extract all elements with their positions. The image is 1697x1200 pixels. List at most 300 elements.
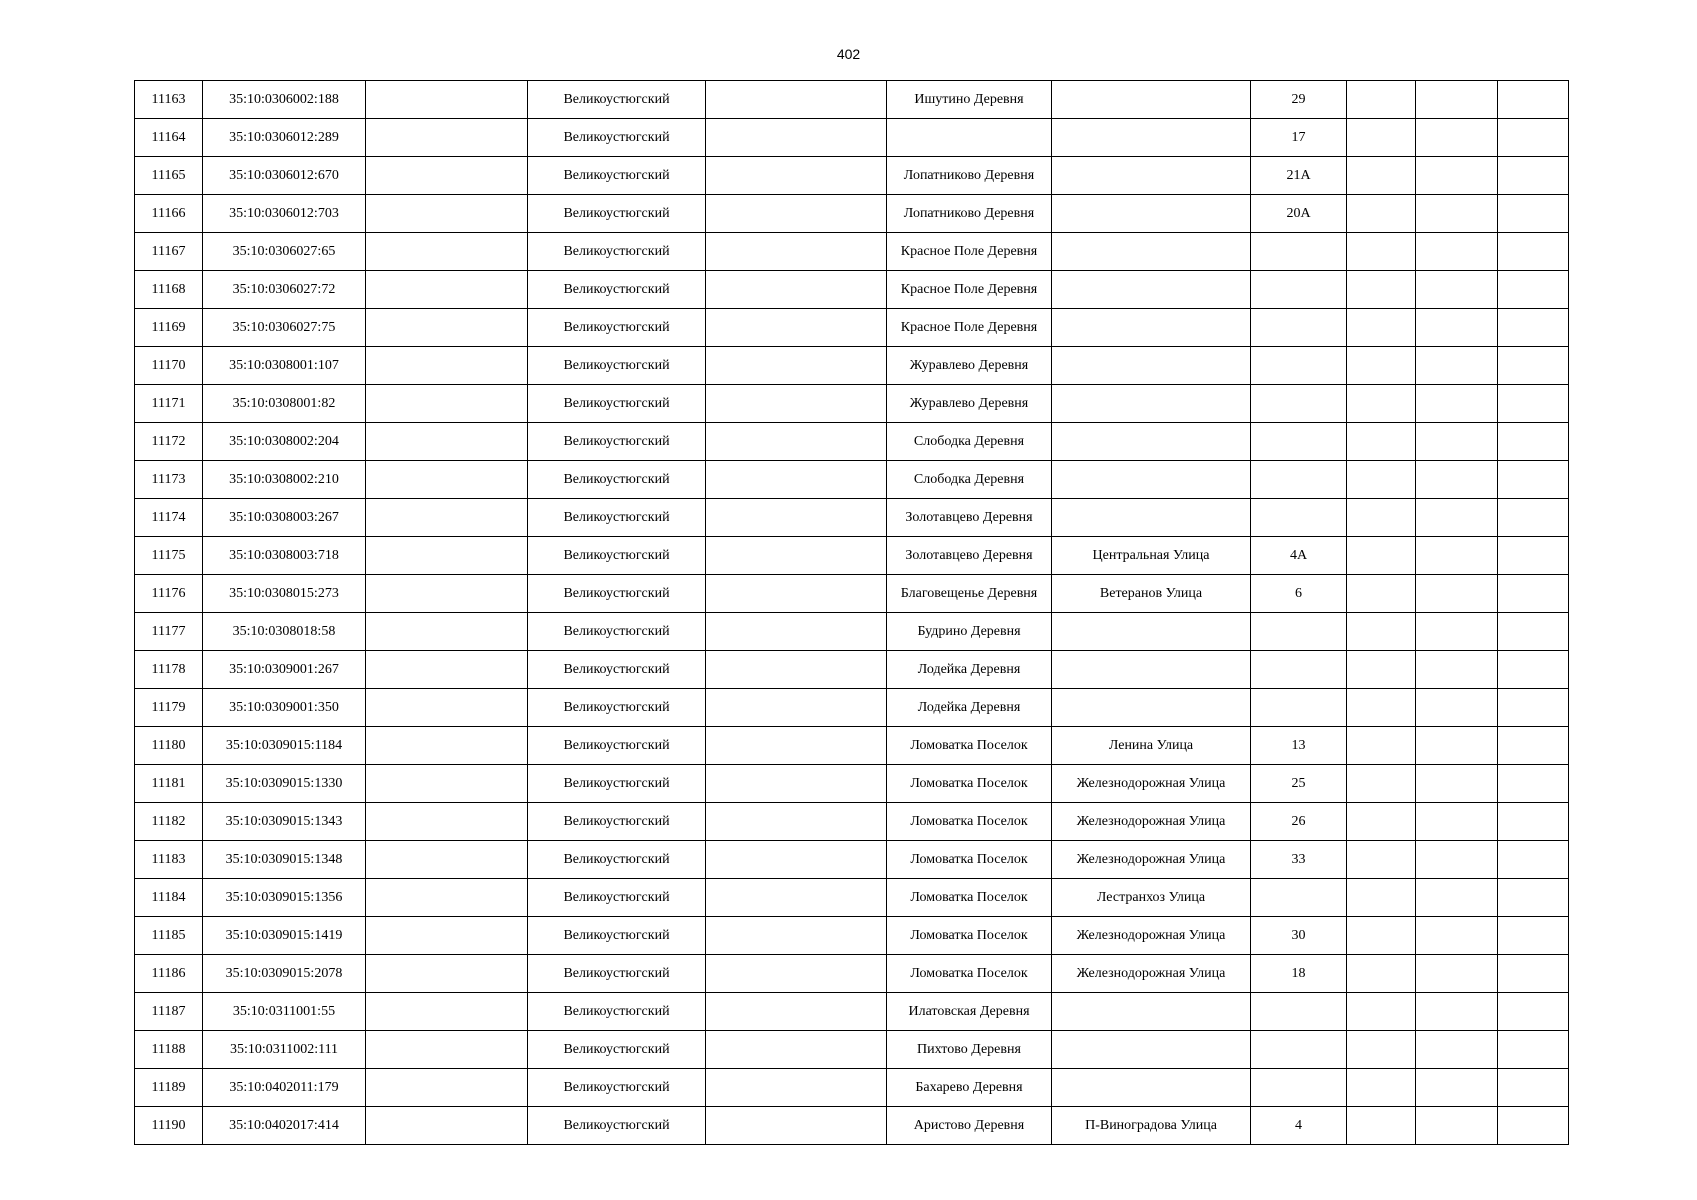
table-row <box>135 499 1569 537</box>
empty-column-5-cell <box>706 993 887 1031</box>
empty-column-5-cell <box>706 651 887 689</box>
empty-column-9-cell <box>1347 917 1416 955</box>
empty-column-5-cell <box>706 347 887 385</box>
table-row <box>135 537 1569 575</box>
empty-column-11-cell <box>1498 157 1569 195</box>
empty-column-3-cell <box>366 537 528 575</box>
cadastral-number-cell: 35:10:0306027:72 <box>203 271 366 309</box>
empty-column-5-cell <box>706 575 887 613</box>
settlement-cell: Лопатниково Деревня <box>887 195 1052 233</box>
empty-column-11-cell <box>1498 803 1569 841</box>
page-number: 402 <box>836 46 861 62</box>
empty-column-10-cell <box>1416 385 1498 423</box>
district-cell: Великоустюгский <box>528 1031 706 1069</box>
empty-column-3-cell <box>366 309 528 347</box>
street-cell <box>1052 1031 1251 1069</box>
table-row <box>135 461 1569 499</box>
empty-column-11-cell <box>1498 385 1569 423</box>
empty-column-9-cell <box>1347 385 1416 423</box>
district-cell: Великоустюгский <box>528 119 706 157</box>
table-row <box>135 271 1569 309</box>
empty-column-9-cell <box>1347 157 1416 195</box>
empty-column-5-cell <box>706 765 887 803</box>
cadastral-number-cell: 35:10:0306012:289 <box>203 119 366 157</box>
settlement-cell: Ломоватка Поселок <box>887 803 1052 841</box>
empty-column-5-cell <box>706 879 887 917</box>
settlement-cell: Ломоватка Поселок <box>887 917 1052 955</box>
record-number-cell: 11170 <box>135 347 203 385</box>
table-body <box>135 81 1569 1145</box>
empty-column-9-cell <box>1347 993 1416 1031</box>
empty-column-3-cell <box>366 271 528 309</box>
street-cell: П-Виноградова Улица <box>1052 1107 1251 1145</box>
cadastral-number-cell: 35:10:0309001:350 <box>203 689 366 727</box>
settlement-cell: Ломоватка Поселок <box>887 727 1052 765</box>
empty-column-5-cell <box>706 157 887 195</box>
settlement-cell: Слободка Деревня <box>887 461 1052 499</box>
empty-column-9-cell <box>1347 841 1416 879</box>
empty-column-5-cell <box>706 955 887 993</box>
empty-column-10-cell <box>1416 309 1498 347</box>
settlement-cell: Журавлево Деревня <box>887 385 1052 423</box>
empty-column-10-cell <box>1416 347 1498 385</box>
district-cell: Великоустюгский <box>528 385 706 423</box>
record-number-cell: 11166 <box>135 195 203 233</box>
record-number-cell: 11188 <box>135 1031 203 1069</box>
empty-column-10-cell <box>1416 651 1498 689</box>
empty-column-11-cell <box>1498 81 1569 119</box>
cadastral-number-cell: 35:10:0311001:55 <box>203 993 366 1031</box>
house-number-cell <box>1251 1069 1347 1107</box>
table-row <box>135 613 1569 651</box>
street-cell <box>1052 1069 1251 1107</box>
cadastral-number-cell: 35:10:0402011:179 <box>203 1069 366 1107</box>
empty-column-3-cell <box>366 1107 528 1145</box>
empty-column-3-cell <box>366 423 528 461</box>
district-cell: Великоустюгский <box>528 347 706 385</box>
settlement-cell: Лодейка Деревня <box>887 651 1052 689</box>
settlement-cell: Красное Поле Деревня <box>887 233 1052 271</box>
district-cell: Великоустюгский <box>528 575 706 613</box>
empty-column-10-cell <box>1416 119 1498 157</box>
house-number-cell: 30 <box>1251 917 1347 955</box>
street-cell: Железнодорожная Улица <box>1052 955 1251 993</box>
house-number-cell: 17 <box>1251 119 1347 157</box>
table-row <box>135 1031 1569 1069</box>
empty-column-10-cell <box>1416 81 1498 119</box>
house-number-cell <box>1251 271 1347 309</box>
settlement-cell: Бахарево Деревня <box>887 1069 1052 1107</box>
empty-column-9-cell <box>1347 461 1416 499</box>
cadastral-number-cell: 35:10:0306012:670 <box>203 157 366 195</box>
cadastral-number-cell: 35:10:0309015:2078 <box>203 955 366 993</box>
district-cell: Великоустюгский <box>528 81 706 119</box>
registry-table <box>134 80 1569 1145</box>
empty-column-9-cell <box>1347 347 1416 385</box>
house-number-cell <box>1251 461 1347 499</box>
district-cell: Великоустюгский <box>528 955 706 993</box>
settlement-cell: Ломоватка Поселок <box>887 765 1052 803</box>
record-number-cell: 11190 <box>135 1107 203 1145</box>
cadastral-number-cell: 35:10:0308002:204 <box>203 423 366 461</box>
record-number-cell: 11189 <box>135 1069 203 1107</box>
empty-column-9-cell <box>1347 195 1416 233</box>
empty-column-11-cell <box>1498 537 1569 575</box>
settlement-cell: Пихтово Деревня <box>887 1031 1052 1069</box>
empty-column-3-cell <box>366 119 528 157</box>
empty-column-11-cell <box>1498 727 1569 765</box>
empty-column-5-cell <box>706 727 887 765</box>
cadastral-number-cell: 35:10:0306027:65 <box>203 233 366 271</box>
empty-column-3-cell <box>366 233 528 271</box>
house-number-cell: 29 <box>1251 81 1347 119</box>
district-cell: Великоустюгский <box>528 1107 706 1145</box>
record-number-cell: 11176 <box>135 575 203 613</box>
street-cell <box>1052 157 1251 195</box>
district-cell: Великоустюгский <box>528 727 706 765</box>
empty-column-9-cell <box>1347 689 1416 727</box>
empty-column-11-cell <box>1498 1031 1569 1069</box>
district-cell: Великоустюгский <box>528 1069 706 1107</box>
empty-column-11-cell <box>1498 613 1569 651</box>
cadastral-number-cell: 35:10:0308001:107 <box>203 347 366 385</box>
district-cell: Великоустюгский <box>528 841 706 879</box>
table-row <box>135 879 1569 917</box>
record-number-cell: 11182 <box>135 803 203 841</box>
empty-column-10-cell <box>1416 917 1498 955</box>
record-number-cell: 11167 <box>135 233 203 271</box>
house-number-cell <box>1251 347 1347 385</box>
empty-column-11-cell <box>1498 195 1569 233</box>
record-number-cell: 11181 <box>135 765 203 803</box>
empty-column-10-cell <box>1416 271 1498 309</box>
empty-column-9-cell <box>1347 879 1416 917</box>
table-row <box>135 955 1569 993</box>
table-row <box>135 993 1569 1031</box>
street-cell <box>1052 271 1251 309</box>
empty-column-11-cell <box>1498 765 1569 803</box>
cadastral-number-cell: 35:10:0311002:111 <box>203 1031 366 1069</box>
street-cell: Железнодорожная Улица <box>1052 803 1251 841</box>
house-number-cell: 26 <box>1251 803 1347 841</box>
house-number-cell: 21А <box>1251 157 1347 195</box>
empty-column-3-cell <box>366 651 528 689</box>
empty-column-11-cell <box>1498 499 1569 537</box>
empty-column-10-cell <box>1416 423 1498 461</box>
settlement-cell: Ломоватка Поселок <box>887 841 1052 879</box>
empty-column-9-cell <box>1347 119 1416 157</box>
cadastral-number-cell: 35:10:0308003:267 <box>203 499 366 537</box>
district-cell: Великоустюгский <box>528 309 706 347</box>
empty-column-11-cell <box>1498 271 1569 309</box>
empty-column-11-cell <box>1498 917 1569 955</box>
cadastral-number-cell: 35:10:0309015:1330 <box>203 765 366 803</box>
street-cell <box>1052 613 1251 651</box>
empty-column-11-cell <box>1498 461 1569 499</box>
empty-column-5-cell <box>706 841 887 879</box>
table-row <box>135 917 1569 955</box>
record-number-cell: 11184 <box>135 879 203 917</box>
empty-column-5-cell <box>706 195 887 233</box>
district-cell: Великоустюгский <box>528 461 706 499</box>
empty-column-5-cell <box>706 309 887 347</box>
street-cell <box>1052 195 1251 233</box>
empty-column-3-cell <box>366 575 528 613</box>
empty-column-11-cell <box>1498 651 1569 689</box>
cadastral-number-cell: 35:10:0306027:75 <box>203 309 366 347</box>
empty-column-11-cell <box>1498 955 1569 993</box>
empty-column-11-cell <box>1498 119 1569 157</box>
house-number-cell: 18 <box>1251 955 1347 993</box>
district-cell: Великоустюгский <box>528 803 706 841</box>
record-number-cell: 11169 <box>135 309 203 347</box>
settlement-cell: Лодейка Деревня <box>887 689 1052 727</box>
empty-column-11-cell <box>1498 575 1569 613</box>
street-cell: Железнодорожная Улица <box>1052 765 1251 803</box>
table-row <box>135 309 1569 347</box>
table-row <box>135 423 1569 461</box>
street-cell <box>1052 993 1251 1031</box>
house-number-cell <box>1251 651 1347 689</box>
empty-column-9-cell <box>1347 537 1416 575</box>
cadastral-number-cell: 35:10:0308002:210 <box>203 461 366 499</box>
table-row <box>135 157 1569 195</box>
street-cell <box>1052 347 1251 385</box>
empty-column-3-cell <box>366 195 528 233</box>
cadastral-number-cell: 35:10:0306012:703 <box>203 195 366 233</box>
district-cell: Великоустюгский <box>528 917 706 955</box>
street-cell: Ленина Улица <box>1052 727 1251 765</box>
empty-column-5-cell <box>706 119 887 157</box>
empty-column-10-cell <box>1416 195 1498 233</box>
empty-column-9-cell <box>1347 727 1416 765</box>
street-cell <box>1052 119 1251 157</box>
cadastral-number-cell: 35:10:0309015:1356 <box>203 879 366 917</box>
empty-column-9-cell <box>1347 309 1416 347</box>
street-cell <box>1052 499 1251 537</box>
empty-column-9-cell <box>1347 575 1416 613</box>
empty-column-9-cell <box>1347 613 1416 651</box>
street-cell: Лестранхоз Улица <box>1052 879 1251 917</box>
street-cell: Ветеранов Улица <box>1052 575 1251 613</box>
empty-column-11-cell <box>1498 879 1569 917</box>
settlement-cell: Ломоватка Поселок <box>887 955 1052 993</box>
house-number-cell <box>1251 1031 1347 1069</box>
empty-column-9-cell <box>1347 271 1416 309</box>
empty-column-11-cell <box>1498 1107 1569 1145</box>
settlement-cell: Лопатниково Деревня <box>887 157 1052 195</box>
empty-column-5-cell <box>706 423 887 461</box>
street-cell <box>1052 689 1251 727</box>
empty-column-3-cell <box>366 613 528 651</box>
settlement-cell: Слободка Деревня <box>887 423 1052 461</box>
empty-column-10-cell <box>1416 879 1498 917</box>
house-number-cell: 6 <box>1251 575 1347 613</box>
cadastral-number-cell: 35:10:0306002:188 <box>203 81 366 119</box>
empty-column-10-cell <box>1416 575 1498 613</box>
empty-column-11-cell <box>1498 841 1569 879</box>
empty-column-5-cell <box>706 537 887 575</box>
empty-column-9-cell <box>1347 1031 1416 1069</box>
empty-column-5-cell <box>706 613 887 651</box>
empty-column-9-cell <box>1347 499 1416 537</box>
house-number-cell: 25 <box>1251 765 1347 803</box>
house-number-cell: 4А <box>1251 537 1347 575</box>
settlement-cell: Будрино Деревня <box>887 613 1052 651</box>
cadastral-number-cell: 35:10:0308018:58 <box>203 613 366 651</box>
district-cell: Великоустюгский <box>528 423 706 461</box>
street-cell: Центральная Улица <box>1052 537 1251 575</box>
cadastral-number-cell: 35:10:0308003:718 <box>203 537 366 575</box>
record-number-cell: 11164 <box>135 119 203 157</box>
district-cell: Великоустюгский <box>528 499 706 537</box>
empty-column-9-cell <box>1347 1069 1416 1107</box>
table-row <box>135 1107 1569 1145</box>
street-cell <box>1052 423 1251 461</box>
house-number-cell <box>1251 499 1347 537</box>
house-number-cell: 33 <box>1251 841 1347 879</box>
empty-column-9-cell <box>1347 955 1416 993</box>
district-cell: Великоустюгский <box>528 271 706 309</box>
table-row <box>135 81 1569 119</box>
empty-column-3-cell <box>366 1031 528 1069</box>
cadastral-number-cell: 35:10:0309015:1343 <box>203 803 366 841</box>
settlement-cell: Золотавцево Деревня <box>887 499 1052 537</box>
record-number-cell: 11178 <box>135 651 203 689</box>
empty-column-10-cell <box>1416 461 1498 499</box>
empty-column-10-cell <box>1416 537 1498 575</box>
empty-column-10-cell <box>1416 765 1498 803</box>
district-cell: Великоустюгский <box>528 195 706 233</box>
table-row <box>135 803 1569 841</box>
district-cell: Великоустюгский <box>528 157 706 195</box>
empty-column-11-cell <box>1498 993 1569 1031</box>
empty-column-10-cell <box>1416 689 1498 727</box>
district-cell: Великоустюгский <box>528 689 706 727</box>
empty-column-5-cell <box>706 1069 887 1107</box>
empty-column-10-cell <box>1416 233 1498 271</box>
empty-column-5-cell <box>706 461 887 499</box>
empty-column-3-cell <box>366 803 528 841</box>
district-cell: Великоустюгский <box>528 613 706 651</box>
cadastral-number-cell: 35:10:0309015:1348 <box>203 841 366 879</box>
house-number-cell: 13 <box>1251 727 1347 765</box>
settlement-cell: Благовещенье Деревня <box>887 575 1052 613</box>
cadastral-number-cell: 35:10:0309015:1419 <box>203 917 366 955</box>
house-number-cell <box>1251 233 1347 271</box>
house-number-cell <box>1251 385 1347 423</box>
street-cell <box>1052 385 1251 423</box>
empty-column-3-cell <box>366 879 528 917</box>
empty-column-5-cell <box>706 233 887 271</box>
empty-column-3-cell <box>366 841 528 879</box>
empty-column-5-cell <box>706 271 887 309</box>
settlement-cell: Аристово Деревня <box>887 1107 1052 1145</box>
empty-column-3-cell <box>366 993 528 1031</box>
street-cell <box>1052 651 1251 689</box>
empty-column-5-cell <box>706 1107 887 1145</box>
settlement-cell: Красное Поле Деревня <box>887 271 1052 309</box>
district-cell: Великоустюгский <box>528 651 706 689</box>
settlement-cell: Ломоватка Поселок <box>887 879 1052 917</box>
record-number-cell: 11187 <box>135 993 203 1031</box>
empty-column-3-cell <box>366 157 528 195</box>
record-number-cell: 11180 <box>135 727 203 765</box>
settlement-cell <box>887 119 1052 157</box>
street-cell <box>1052 309 1251 347</box>
empty-column-9-cell <box>1347 423 1416 461</box>
empty-column-5-cell <box>706 1031 887 1069</box>
empty-column-5-cell <box>706 689 887 727</box>
empty-column-10-cell <box>1416 1069 1498 1107</box>
empty-column-5-cell <box>706 81 887 119</box>
empty-column-10-cell <box>1416 803 1498 841</box>
empty-column-9-cell <box>1347 81 1416 119</box>
table-row <box>135 575 1569 613</box>
empty-column-10-cell <box>1416 993 1498 1031</box>
empty-column-10-cell <box>1416 1031 1498 1069</box>
empty-column-10-cell <box>1416 613 1498 651</box>
empty-column-3-cell <box>366 347 528 385</box>
empty-column-3-cell <box>366 917 528 955</box>
settlement-cell: Журавлево Деревня <box>887 347 1052 385</box>
house-number-cell <box>1251 613 1347 651</box>
table-row <box>135 689 1569 727</box>
table-row <box>135 233 1569 271</box>
empty-column-11-cell <box>1498 689 1569 727</box>
empty-column-10-cell <box>1416 955 1498 993</box>
empty-column-10-cell <box>1416 1107 1498 1145</box>
empty-column-3-cell <box>366 955 528 993</box>
record-number-cell: 11165 <box>135 157 203 195</box>
table-row <box>135 651 1569 689</box>
settlement-cell: Красное Поле Деревня <box>887 309 1052 347</box>
house-number-cell <box>1251 993 1347 1031</box>
house-number-cell <box>1251 309 1347 347</box>
empty-column-10-cell <box>1416 499 1498 537</box>
cadastral-number-cell: 35:10:0309001:267 <box>203 651 366 689</box>
district-cell: Великоустюгский <box>528 993 706 1031</box>
record-number-cell: 11185 <box>135 917 203 955</box>
empty-column-5-cell <box>706 803 887 841</box>
empty-column-11-cell <box>1498 1069 1569 1107</box>
record-number-cell: 11172 <box>135 423 203 461</box>
district-cell: Великоустюгский <box>528 879 706 917</box>
record-number-cell: 11163 <box>135 81 203 119</box>
district-cell: Великоустюгский <box>528 233 706 271</box>
record-number-cell: 11175 <box>135 537 203 575</box>
district-cell: Великоустюгский <box>528 537 706 575</box>
house-number-cell <box>1251 879 1347 917</box>
house-number-cell: 20А <box>1251 195 1347 233</box>
table-row <box>135 195 1569 233</box>
empty-column-3-cell <box>366 81 528 119</box>
district-cell: Великоустюгский <box>528 765 706 803</box>
empty-column-3-cell <box>366 385 528 423</box>
settlement-cell: Илатовская Деревня <box>887 993 1052 1031</box>
record-number-cell: 11179 <box>135 689 203 727</box>
table-row <box>135 1069 1569 1107</box>
empty-column-10-cell <box>1416 841 1498 879</box>
record-number-cell: 11174 <box>135 499 203 537</box>
table-row <box>135 119 1569 157</box>
record-number-cell: 11173 <box>135 461 203 499</box>
empty-column-5-cell <box>706 385 887 423</box>
empty-column-9-cell <box>1347 765 1416 803</box>
empty-column-11-cell <box>1498 347 1569 385</box>
empty-column-9-cell <box>1347 803 1416 841</box>
cadastral-number-cell: 35:10:0309015:1184 <box>203 727 366 765</box>
